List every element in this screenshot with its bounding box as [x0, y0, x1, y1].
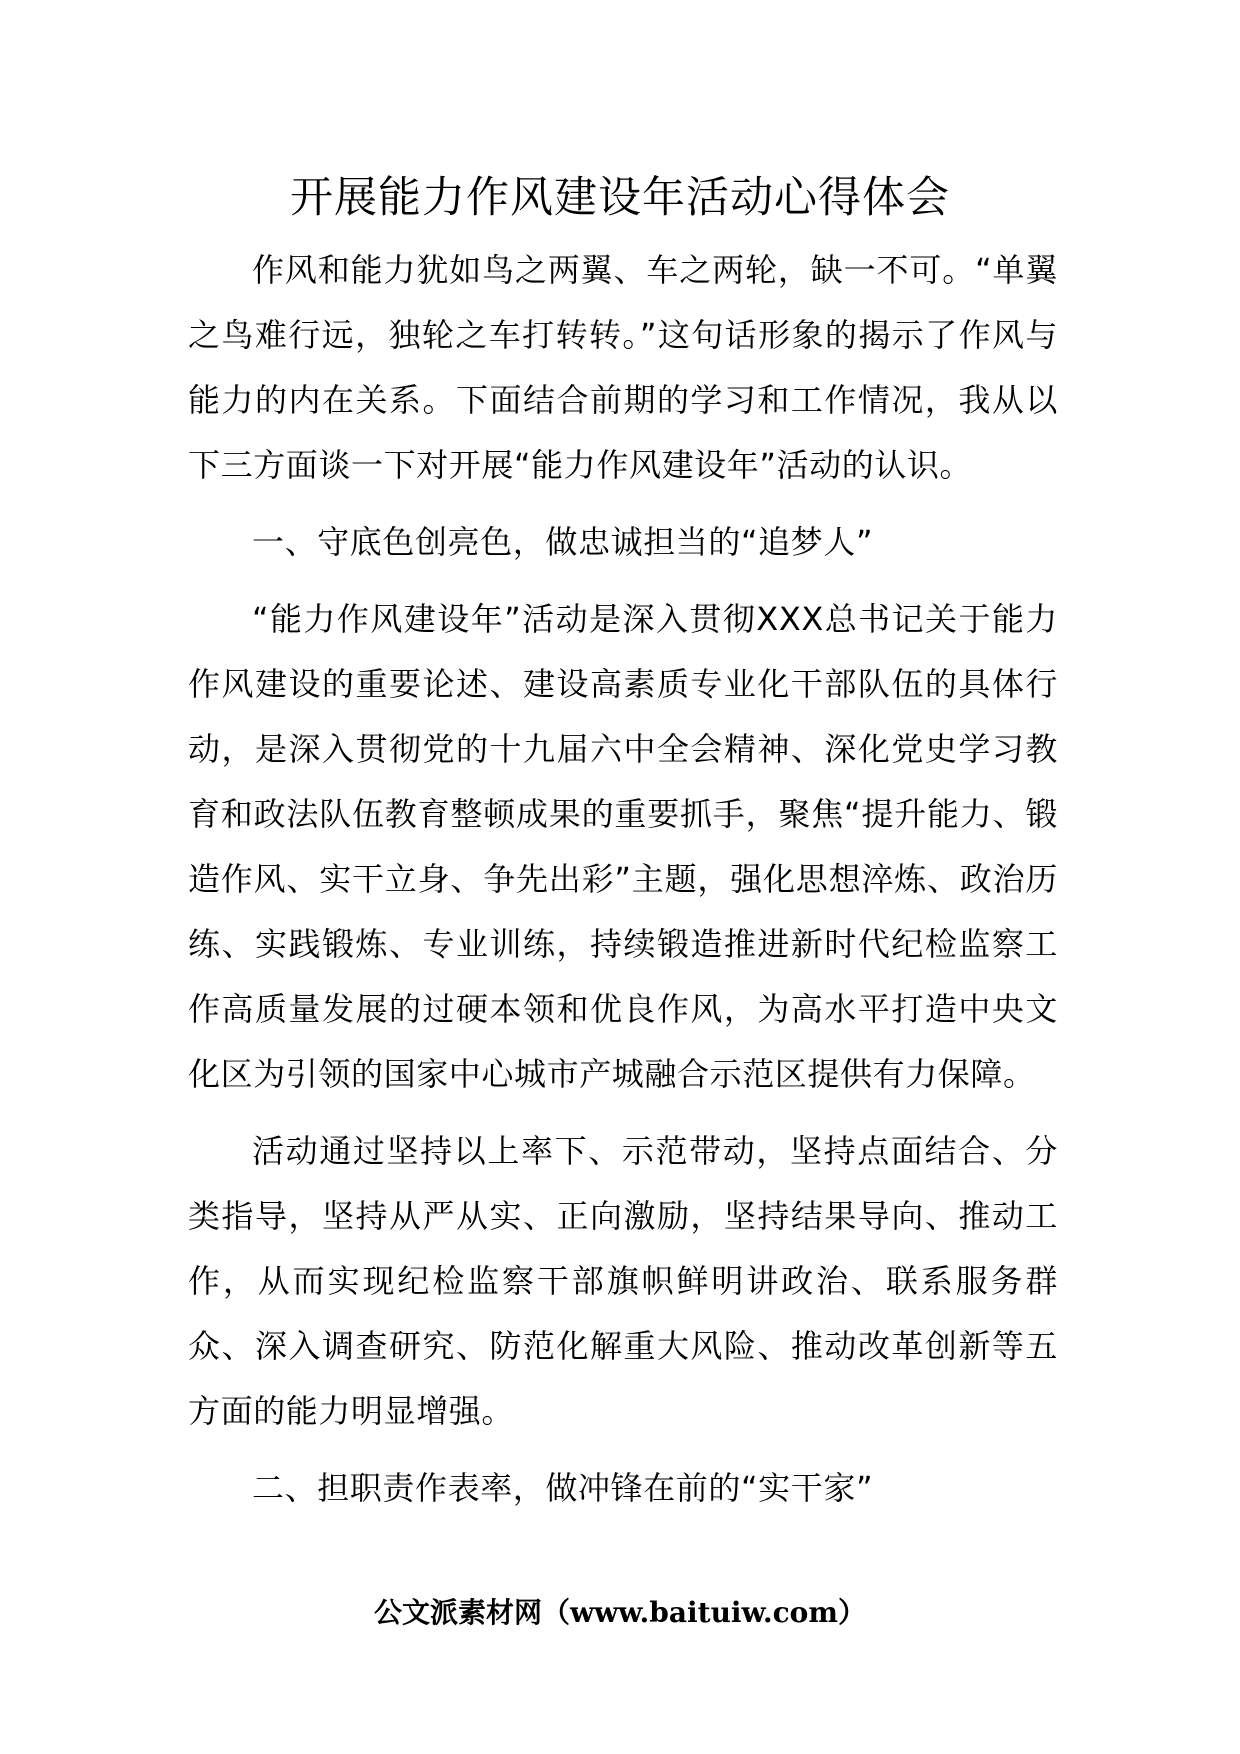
intro-paragraph: 作风和能力犹如鸟之两翼、车之两轮，缺一不可。“单翼之鸟难行远，独轮之车打转转。”这句话形象的揭示了作风与能力的内在关系。下面结合前期的学习和工作情况，我从以下三方面谈一下对开展“能力作风建设年”活动的认识。 — [188, 251, 1058, 484]
section-heading-1: 一、守底色创亮色，做忠诚担当的“追梦人” — [252, 523, 874, 561]
section-1-paragraph-1: “能力作风建设年”活动是深入贯彻XXX总书记关于能力作风建设的重要论述、建设高素质专业化干部队伍的具体行动，是深入贯彻党的十九届六中全会精神、深化党史学习教育和政法队伍教育整顿成果的重要抓手，聚焦“提升能力、锻造作风、实干立身、争先出彩”主题，强化思想淬炼、政治历练、实践锻炼、专业训练，持续锻造推进新时代纪检监察工作高质量发展的过硬本领和优良作风，为高水平打造中央文化区为引领的国家中心城市产城融合示范区提供有力保障。 — [188, 600, 1058, 1093]
document-title: 开展能力作风建设年活动心得体会 — [290, 173, 950, 223]
footer-watermark: 公文派素材网（www.baituiw.com） — [374, 1596, 866, 1629]
section-heading-2: 二、担职责作表率，做冲锋在前的“实干家” — [252, 1469, 874, 1507]
section-1-paragraph-2: 活动通过坚持以上率下、示范带动，坚持点面结合、分类指导，坚持从严从实、正向激励，坚持结果导向、推动工作，从而实现纪检监察干部旗帜鲜明讲政治、联系服务群众、深入调查研究、防范化解重大风险、推动改革创新等五方面的能力明显增强。 — [188, 1132, 1058, 1430]
document-body — [188, 238, 1058, 1521]
